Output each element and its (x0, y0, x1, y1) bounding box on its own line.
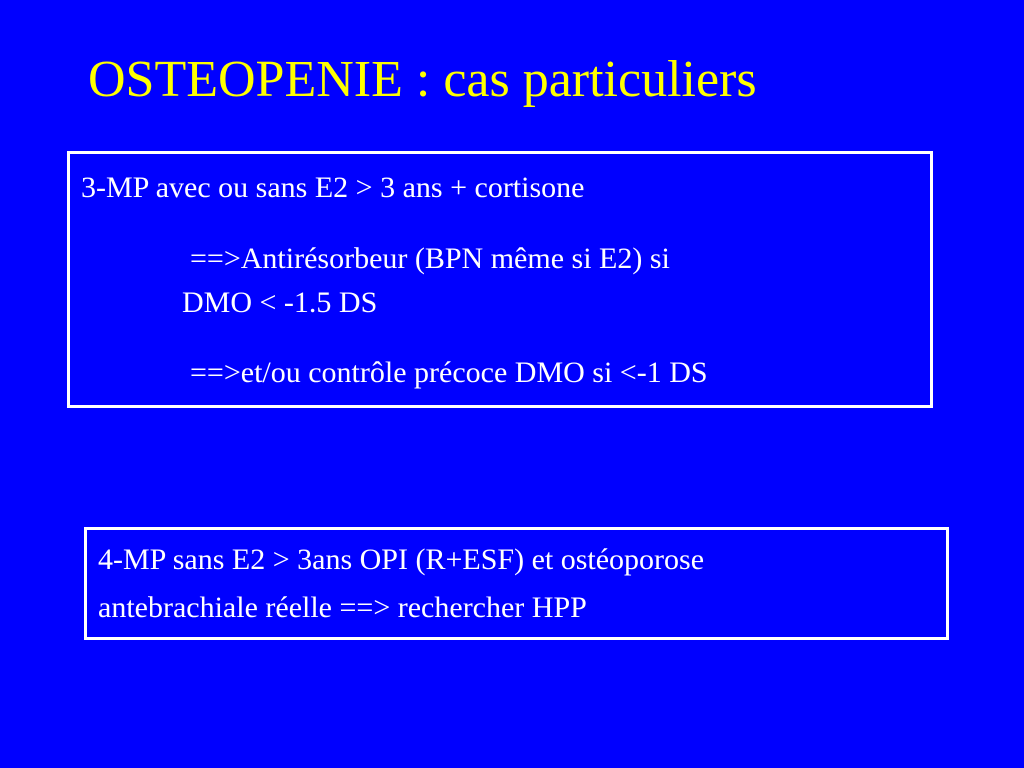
slide-title: OSTEOPENIE : cas particuliers (88, 51, 757, 108)
case-3-recommendation-1: ==>Antirésorbeur (BPN même si E2) si (190, 242, 670, 275)
case-3-condition: 3-MP avec ou sans E2 > 3 ans + cortisone (81, 171, 585, 204)
case-3-recommendation-1-continuation: DMO < -1.5 DS (182, 286, 378, 319)
case-3-recommendation-2: ==>et/ou contrôle précoce DMO si <-1 DS (190, 356, 708, 389)
case-4-line-1: 4-MP sans E2 > 3ans OPI (R+ESF) et ostéoporose (98, 543, 705, 576)
case-4-box (84, 527, 949, 640)
case-4-line-2: antebrachiale réelle ==> rechercher HPP (98, 591, 587, 624)
case-3-box (67, 151, 933, 408)
